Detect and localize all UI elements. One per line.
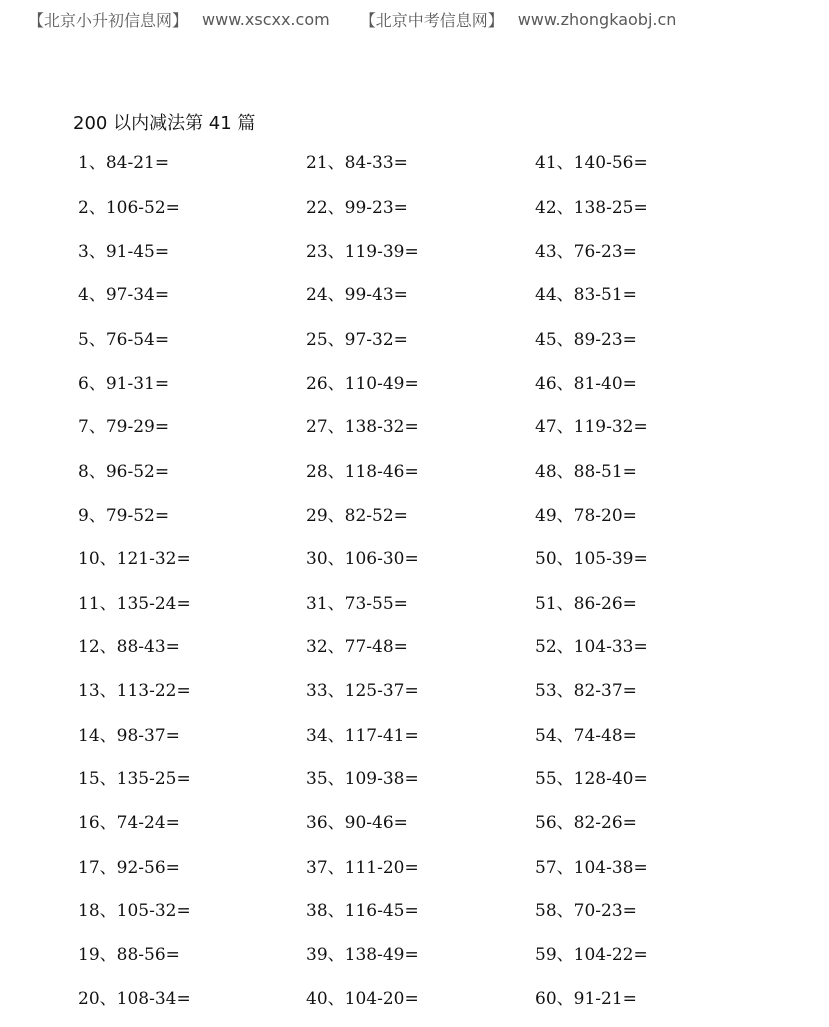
problem-item: 48、88-51= xyxy=(535,462,637,482)
problem-item: 22、99-23= xyxy=(306,198,408,218)
problem-item: 20、108-34= xyxy=(78,989,191,1009)
problem-item: 36、90-46= xyxy=(306,813,408,833)
problem-item: 27、138-32= xyxy=(306,417,419,437)
header-site-primary[interactable]: www.xscxx.com xyxy=(202,9,330,29)
problem-item: 41、140-56= xyxy=(535,153,648,173)
problem-item: 19、88-56= xyxy=(78,945,180,965)
problem-item: 46、81-40= xyxy=(535,374,637,394)
problem-item: 34、117-41= xyxy=(306,726,419,746)
problem-item: 31、73-55= xyxy=(306,594,408,614)
problem-item: 53、82-37= xyxy=(535,681,637,701)
problem-item: 14、98-37= xyxy=(78,726,180,746)
problem-item: 45、89-23= xyxy=(535,330,637,350)
problem-item: 24、99-43= xyxy=(306,285,408,305)
site-header xyxy=(28,8,676,30)
problem-item: 33、125-37= xyxy=(306,681,419,701)
header-site-secondary[interactable]: www.zhongkaobj.cn xyxy=(517,9,677,29)
problem-item: 9、79-52= xyxy=(78,506,170,526)
header-bracket-primary: 【北京小升初信息网】 xyxy=(28,10,189,30)
problem-item: 26、110-49= xyxy=(306,374,419,394)
problem-item: 25、97-32= xyxy=(306,330,408,350)
problem-item: 8、96-52= xyxy=(78,462,170,482)
worksheet-title: 200 以内减法第 41 篇 xyxy=(73,113,256,134)
problem-item: 42、138-25= xyxy=(535,198,648,218)
problem-item: 43、76-23= xyxy=(535,242,637,262)
problem-item: 2、106-52= xyxy=(78,198,180,218)
problem-item: 52、104-33= xyxy=(535,637,648,657)
problem-item: 30、106-30= xyxy=(306,549,419,569)
problem-item: 44、83-51= xyxy=(535,285,637,305)
problem-item: 5、76-54= xyxy=(78,330,170,350)
problem-item: 15、135-25= xyxy=(78,769,191,789)
problem-item: 23、119-39= xyxy=(306,242,419,262)
problem-item: 57、104-38= xyxy=(535,858,648,878)
problem-item: 55、128-40= xyxy=(535,769,648,789)
problem-item: 47、119-32= xyxy=(535,417,648,437)
problem-item: 29、82-52= xyxy=(306,506,408,526)
problem-item: 32、77-48= xyxy=(306,637,408,657)
problem-item: 11、135-24= xyxy=(78,594,191,614)
problem-item: 51、86-26= xyxy=(535,594,637,614)
problem-item: 56、82-26= xyxy=(535,813,637,833)
problem-item: 1、84-21= xyxy=(78,153,170,173)
problem-item: 12、88-43= xyxy=(78,637,180,657)
problem-item: 4、97-34= xyxy=(78,285,170,305)
problem-item: 54、74-48= xyxy=(535,726,637,746)
problem-item: 7、79-29= xyxy=(78,417,170,437)
problem-item: 28、118-46= xyxy=(306,462,419,482)
problem-item: 50、105-39= xyxy=(535,549,648,569)
problem-item: 39、138-49= xyxy=(306,945,419,965)
problem-item: 18、105-32= xyxy=(78,901,191,921)
problem-item: 3、91-45= xyxy=(78,242,170,262)
header-bracket-secondary: 【北京中考信息网】 xyxy=(359,10,504,30)
problem-item: 6、91-31= xyxy=(78,374,170,394)
problem-item: 10、121-32= xyxy=(78,549,191,569)
problem-item: 37、111-20= xyxy=(306,858,419,878)
problem-item: 58、70-23= xyxy=(535,901,637,921)
problem-item: 40、104-20= xyxy=(306,989,419,1009)
problem-item: 13、113-22= xyxy=(78,681,191,701)
problem-item: 49、78-20= xyxy=(535,506,637,526)
problem-item: 38、116-45= xyxy=(306,901,419,921)
problem-item: 21、84-33= xyxy=(306,153,408,173)
problem-item: 60、91-21= xyxy=(535,989,637,1009)
problem-item: 16、74-24= xyxy=(78,813,180,833)
problem-item: 35、109-38= xyxy=(306,769,419,789)
problem-item: 17、92-56= xyxy=(78,858,180,878)
problem-item: 59、104-22= xyxy=(535,945,648,965)
